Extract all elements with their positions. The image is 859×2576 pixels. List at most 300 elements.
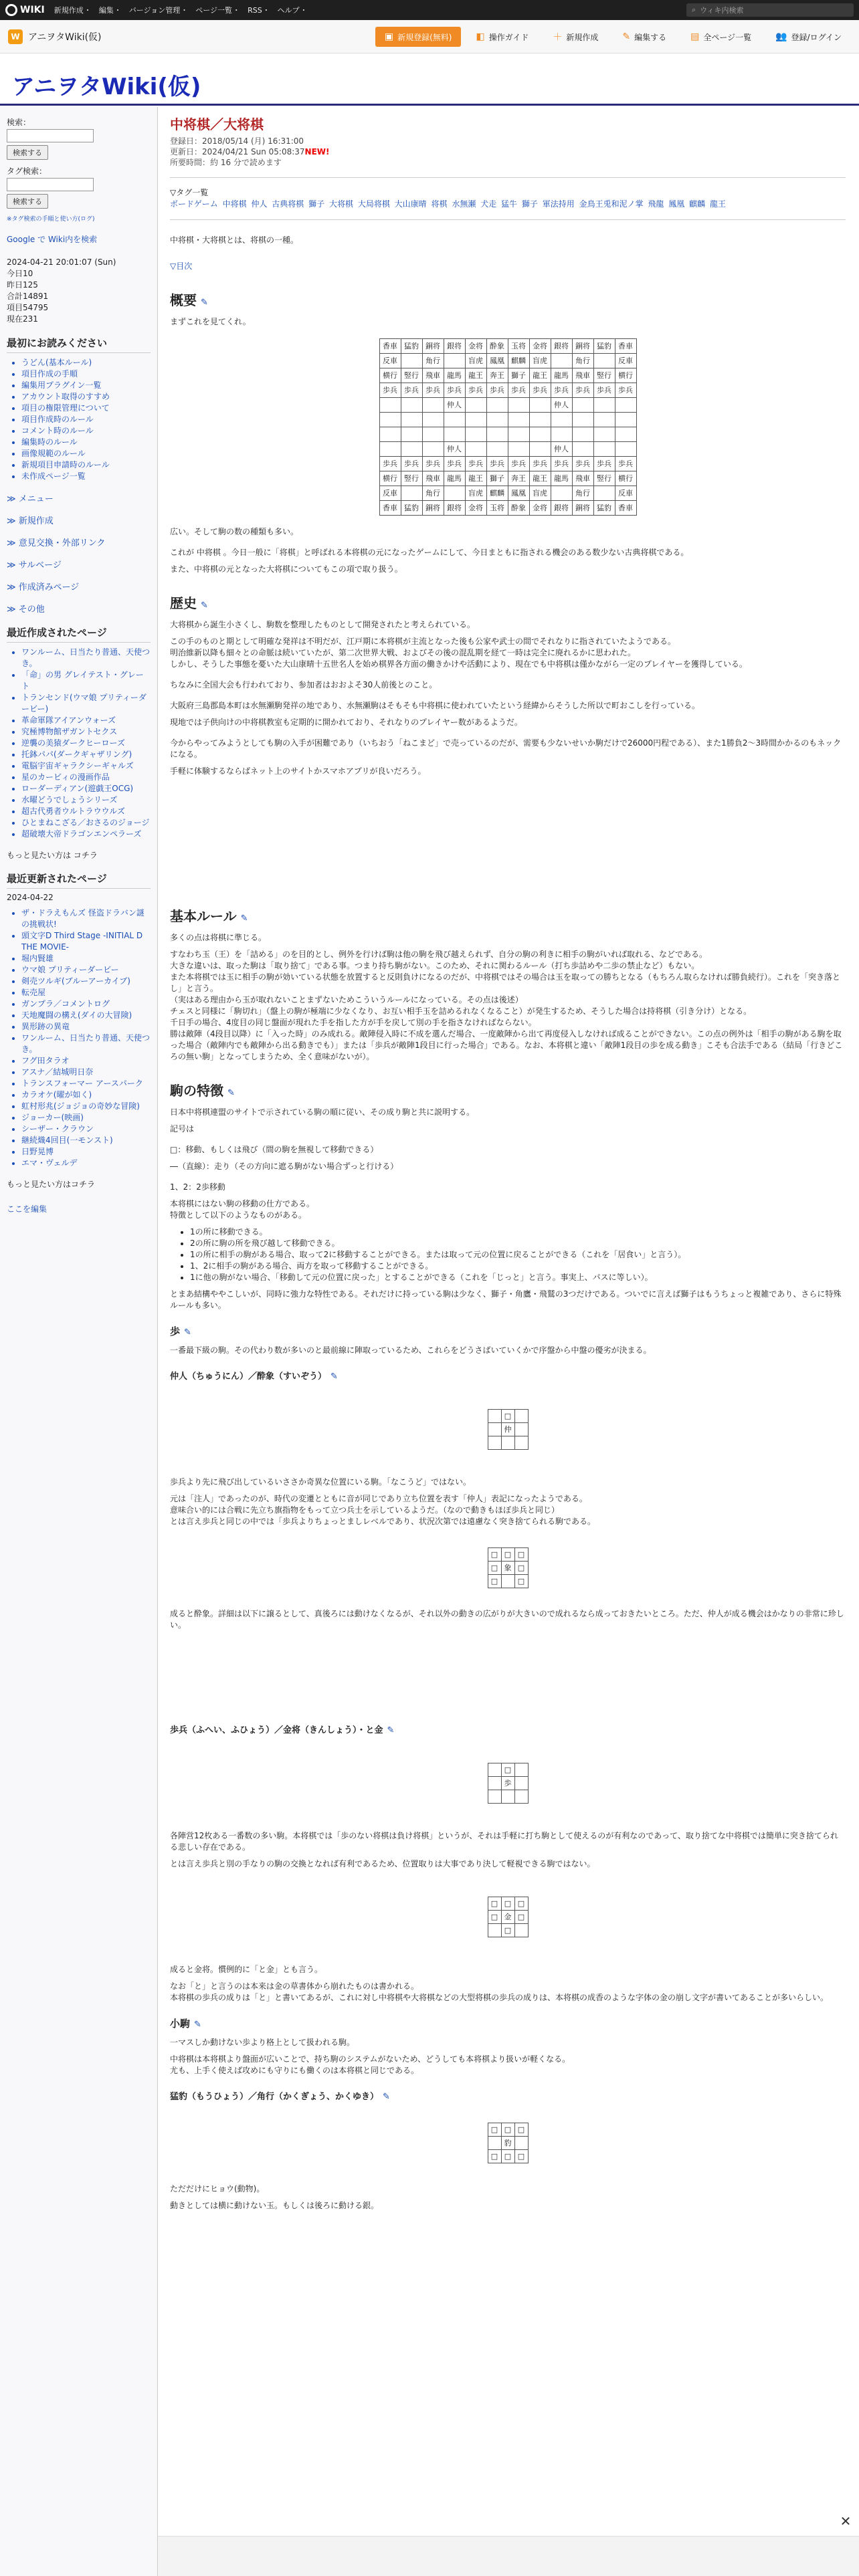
menu-version[interactable]: バージョン管理 ･ xyxy=(128,6,187,15)
board-cell: 歩兵 xyxy=(572,383,593,398)
list-item[interactable]: • ガンプラ／コメントログ xyxy=(21,998,151,1010)
paragraph: 大阪府三島郡島本町は水無瀬駒発祥の地であり、水無瀬駒はそもそも中将棋に使われていたという経緯からそうした所以で町おこしを行っている。 xyxy=(170,701,700,710)
section-heading: 歴史 ✎ xyxy=(170,595,208,611)
stat-today: 今日10 xyxy=(7,269,33,278)
board-cell xyxy=(615,442,636,457)
edit-section-icon[interactable]: ✎ xyxy=(330,1372,338,1382)
board-cell: 歩兵 xyxy=(593,383,615,398)
ad-bar xyxy=(158,2536,859,2576)
tag-link[interactable]: 龍王 xyxy=(709,199,726,209)
register-button[interactable]: ▣ 新規登録(無料) xyxy=(375,27,462,47)
list-item[interactable]: • 未作成ページ一覧 xyxy=(21,471,151,482)
board-cell: 金将 xyxy=(465,501,486,516)
board-cell: 香車 xyxy=(379,501,401,516)
board-cell xyxy=(551,486,572,501)
list-item[interactable]: • コメント時のルール xyxy=(21,425,151,437)
board-cell xyxy=(551,427,572,442)
paragraph: また本将棋では玉に相手の駒が効いている状態を放置すると反則負けになるのだが、中将棋ではその場合は玉を取っての勝ちとなる（もちろん取らなければ勝負続行）。これを「突き落とし」と言う。 xyxy=(170,972,841,993)
tag-link[interactable]: 大将棋 xyxy=(328,199,353,209)
list-item[interactable]: • 堀内賢雄 xyxy=(21,953,151,964)
board-cell xyxy=(572,398,593,413)
more-updated-link[interactable]: もっと見たい方はコチラ xyxy=(7,1180,96,1189)
paragraph: なお「と」と言うのは本来は金の草書体から崩れたものは書かれる。 xyxy=(170,1981,419,1991)
action-buttons xyxy=(375,27,851,47)
paragraph: 本将棋にはない駒の移動の仕方である。 xyxy=(170,1199,315,1208)
board-cell: 金将 xyxy=(465,339,486,354)
pencil-icon: ✎ xyxy=(622,31,631,42)
list-item[interactable]: • ウマ娘 プリティーダービー xyxy=(21,964,151,976)
section-heading: 概要 ✎ xyxy=(170,292,208,308)
board-row xyxy=(379,339,636,354)
list-item[interactable]: • 究極博物館ザガントセクス xyxy=(21,726,151,738)
tag-link[interactable]: 麒麟 xyxy=(689,199,706,209)
nav-menu[interactable]: ≫ メニュー xyxy=(7,492,151,504)
board-cell: 獅子 xyxy=(486,471,508,486)
recent-updated-date: 2024-04-22 xyxy=(7,893,54,902)
list-item[interactable]: • 托鉢パパ(ダークギャザリング) xyxy=(21,749,151,760)
board-cell xyxy=(486,427,508,442)
tag-link[interactable]: 鳳凰 xyxy=(668,199,685,209)
paragraph: 現地では子供向けの中将棋教室も定期的に開かれており、それなりのプレイヤー数があるようだ。 xyxy=(170,718,522,727)
menu-pages[interactable]: ページ一覧 ･ xyxy=(195,6,239,15)
logo-ring-icon xyxy=(5,4,17,16)
board-cell: 歩兵 xyxy=(572,457,593,471)
wiki-search-input[interactable]: ⌕ ウィキ内検索 xyxy=(686,3,854,17)
edit-section-icon[interactable]: ✎ xyxy=(201,298,208,308)
board-cell xyxy=(379,398,401,413)
board-cell xyxy=(401,354,422,368)
board-cell: 歩兵 xyxy=(508,457,529,471)
board-cell: 麒麟 xyxy=(508,354,529,368)
board-cell: 龍馬 xyxy=(444,368,465,383)
legend-line: □：移動、もしくは飛び（間の駒を無視して移動できる） xyxy=(170,1145,379,1154)
paragraph: 一マスしか動けない歩より格上として扱われる駒。 xyxy=(170,2038,355,2047)
board-cell xyxy=(615,413,636,427)
board-cell: 猛豹 xyxy=(401,501,422,516)
subsection-heading: 歩 ✎ xyxy=(170,1325,191,1337)
board-cell xyxy=(593,413,615,427)
list-item[interactable]: • ワンルーム、日当たり普通、天使つき。 xyxy=(21,1033,151,1055)
board-cell: 龍馬 xyxy=(444,471,465,486)
board-cell: 盲虎 xyxy=(465,486,486,501)
board-cell xyxy=(401,486,422,501)
board-cell xyxy=(486,442,508,457)
piece-move-diagram: □ 歩 xyxy=(488,1763,529,1804)
tag-link[interactable]: 獅子 xyxy=(521,199,538,209)
board-cell: 玉将 xyxy=(486,501,508,516)
wiki-logo[interactable]: WIKI xyxy=(5,4,45,16)
sidebar-search-input[interactable] xyxy=(7,129,94,142)
shogi-board xyxy=(379,338,637,516)
paragraph: 成ると金将。慣例的に「と金」とも言う。 xyxy=(170,1965,323,1974)
edit-section-icon[interactable]: ✎ xyxy=(184,1327,191,1337)
plus-icon: ＋ xyxy=(553,32,563,43)
current-date: 2024-04-21 20:01:07 (Sun) xyxy=(7,257,116,267)
board-cell: 角行 xyxy=(572,354,593,368)
board-row xyxy=(379,457,636,471)
board-row xyxy=(379,486,636,501)
tag-link[interactable]: ボードゲーム xyxy=(170,199,218,209)
list-item[interactable]: • ひとまねこざる／おさるのジョージ xyxy=(21,817,151,829)
tag-search-button[interactable]: 検索する xyxy=(7,194,48,209)
board-cell xyxy=(508,398,529,413)
list-item[interactable]: • 「命」の男 グレイテスト・グレート xyxy=(21,669,151,692)
board-cell xyxy=(593,442,615,457)
board-cell: 仲人 xyxy=(444,398,465,413)
nav-created[interactable]: ≫ 作成済みページ xyxy=(7,580,151,593)
list-item[interactable]: • 逆襲の美猿ダークヒーローズ xyxy=(21,738,151,749)
board-cell xyxy=(551,354,572,368)
board-cell: 鳳凰 xyxy=(486,354,508,368)
nav-links[interactable]: ≫ 意見交換・外部リンク xyxy=(7,536,151,548)
board-cell: 銅将 xyxy=(572,501,593,516)
board-cell xyxy=(422,398,444,413)
list-item: • 1の所に相手の駒がある場合、取って2に移動することができる。または取って元の位置に戻ることができる（これを「居食い」と言う）。 xyxy=(190,1249,846,1261)
edit-section-icon[interactable]: ✎ xyxy=(387,1725,395,1735)
list-item[interactable]: • エマ・ヴェルデ xyxy=(21,1158,151,1169)
section-heading: 基本ルール ✎ xyxy=(170,908,248,924)
list-item[interactable]: • 頭文字D Third Stage -INITIAL D THE MOVIE- xyxy=(21,930,151,953)
board-cell xyxy=(444,427,465,442)
list-item[interactable]: • トランセンド(ウマ娘 プリティーダービー) xyxy=(21,692,151,715)
board-cell: 獅子 xyxy=(508,368,529,383)
tag-link[interactable]: 水無瀬 xyxy=(452,199,476,209)
board-cell xyxy=(508,427,529,442)
board-cell xyxy=(465,413,486,427)
board-cell: 歩兵 xyxy=(486,457,508,471)
tag-search-hint[interactable]: ※タグ検索の手順と使い方(ログ) xyxy=(7,216,95,223)
board-cell: 猛豹 xyxy=(593,501,615,516)
recent-created-heading: 最近作成されたページ xyxy=(7,625,151,643)
list-item[interactable]: • 新規項目申請時のルール xyxy=(21,459,151,471)
read-first-heading: 最初にお読みください xyxy=(7,336,151,353)
board-cell: 歩兵 xyxy=(401,457,422,471)
feature-list xyxy=(170,1226,846,1283)
list-item[interactable]: • ザ・ドラえもんズ 怪盗ドラバン謎の挑戦状! xyxy=(21,907,151,930)
board-cell xyxy=(529,427,551,442)
board-cell: 猛豹 xyxy=(401,339,422,354)
board-cell: 仲人 xyxy=(551,442,572,457)
page-title: 中将棋／大将棋 xyxy=(170,116,264,132)
board-cell: 竪行 xyxy=(593,368,615,383)
tag-link[interactable]: 軍法持用 xyxy=(542,199,575,209)
paragraph: 動きとしては横に動けない玉。もしくは後ろに動ける銀。 xyxy=(170,2201,379,2210)
board-cell: 香車 xyxy=(615,339,636,354)
board-cell: 酔象 xyxy=(508,501,529,516)
google-search-link[interactable]: Google で Wiki内を検索 xyxy=(7,235,98,244)
more-recent-link[interactable]: もっと見たい方は コチラ xyxy=(7,851,98,860)
tag-link[interactable]: 飛龍 xyxy=(648,199,664,209)
board-cell xyxy=(508,413,529,427)
main-content xyxy=(170,107,846,2212)
list-item[interactable]: • 項目作成時のルール xyxy=(21,414,151,425)
paragraph: ただだけにヒョウ(動物)。 xyxy=(170,2184,265,2193)
board-cell xyxy=(615,427,636,442)
board-cell: 龍馬 xyxy=(551,368,572,383)
board-cell: 歩兵 xyxy=(422,383,444,398)
tags-label[interactable]: ▽タグ一覧 xyxy=(170,188,209,197)
paragraph: とは言え歩兵と同じの中では「歩兵よりちょっとましレベルであり、状況次第では遠慮なく突き捨てられる駒である。 xyxy=(170,1517,596,1526)
menu-rss[interactable]: RSS ･ xyxy=(248,6,268,15)
list-item[interactable]: • 天地魔闘の構え(ダイの大冒険) xyxy=(21,1010,151,1021)
subsection-heading: 仲人（ちゅうにん）／酔象（すいぞう） ✎ xyxy=(170,1372,338,1382)
divider xyxy=(170,177,846,178)
new-page-button[interactable]: ＋ 新規作成 xyxy=(543,27,607,47)
paragraph: 尤も、上手く使えば攻めにも守りにも働くのは本将棋と同じである。 xyxy=(170,2066,419,2075)
edit-section-icon[interactable]: ✎ xyxy=(201,601,208,611)
tag-link[interactable]: 獅子 xyxy=(308,199,325,209)
recent-created-list xyxy=(7,647,151,840)
site-brand[interactable]: W アニヲタWiki(仮) xyxy=(8,29,102,44)
edit-section-icon[interactable]: ✎ xyxy=(240,914,248,924)
board-cell: 横行 xyxy=(615,368,636,383)
board-cell xyxy=(529,398,551,413)
paragraph: 成ると酔象。詳細は以下に譲るとして、真後ろには動けなくなるが、それ以外の動きの広がりが大きいので成れるなら成っておきたいところ。ただ、仲人が成る機会はかなりの非常に珍しい。 xyxy=(170,1609,844,1630)
piece-move-diagram: □ □ □ □ 象 □ □ □ xyxy=(488,1547,529,1588)
toc-toggle[interactable]: ▽目次 xyxy=(170,261,193,271)
paragraph: この手のものと期として明確な発祥は不明だが、江戸期に本将棋が主流となった後も公家や武士の間でそれなりに指されていたようである。 xyxy=(170,637,676,646)
piece-label: 象 xyxy=(501,1562,514,1575)
board-row xyxy=(379,368,636,383)
page-meta xyxy=(170,136,846,168)
subsection-heading: 猛豹（もうひょう）／角行（かくぎょう、かくゆき） ✎ xyxy=(170,2092,390,2102)
new-badge: NEW! xyxy=(304,147,330,156)
list-item[interactable]: • 剣売ツルギ(ブルーアーカイブ) xyxy=(21,976,151,987)
board-cell: 歩兵 xyxy=(529,383,551,398)
tag-link[interactable]: 金鳥王兎和泥ノ掌 xyxy=(579,199,644,209)
paragraph: 今からやってみようとしても駒の入手が困難であり（いちおう「ねこまど」で売っているのだが、需要も少ないせいか駒だけで26000円程である）、また1勝負2〜3時間かかるのもネックになる。 xyxy=(170,738,842,759)
board-cell: 歩兵 xyxy=(593,457,615,471)
all-pages-button[interactable]: ▤ 全ページ一覧 xyxy=(690,31,752,42)
board-cell: 歩兵 xyxy=(422,457,444,471)
board-cell: 銅将 xyxy=(422,501,444,516)
paragraph: まずこれを見てくれ。 xyxy=(170,317,251,326)
list-item[interactable]: • うどん(基本ルール) xyxy=(21,357,151,368)
board-cell xyxy=(572,427,593,442)
board-cell: 反車 xyxy=(379,486,401,501)
board-cell: 奔王 xyxy=(508,471,529,486)
paragraph: 歩兵より先に飛び出しているいささか奇異な位置にいる駒。「なこうど」ではない。 xyxy=(170,1477,472,1487)
paragraph: チェスと同様に「駒切れ」（盤上の駒が極端に少なくなり、お互い相手玉を詰めるれなくなること）が発生するため、そうした場合は持将棋（引き分け）となる。 xyxy=(170,1006,752,1016)
tag-link[interactable]: 中将棋 xyxy=(222,199,247,209)
paragraph: 広い。そして駒の数の種類も多い。 xyxy=(170,527,299,536)
paragraph: とは言え歩兵と別の手なりの駒の交換となれば有利であるため、位置取りは大事であり決して軽視できる駒ではない。 xyxy=(170,1859,595,1868)
list-item[interactable]: • 超古代勇者ウルトラウウルズ xyxy=(21,806,151,817)
nav-new[interactable]: ≫ 新規作成 xyxy=(7,514,151,526)
board-cell: 香車 xyxy=(379,339,401,354)
stat-items: 項目54795 xyxy=(7,303,49,312)
list-item[interactable]: • アスナ／結城明日奈 xyxy=(21,1067,151,1078)
paragraph: また、中将棋の元となった大将棋についてもこの項で取り扱う。 xyxy=(170,564,403,574)
board-cell xyxy=(422,413,444,427)
tag-link[interactable]: 大局将棋 xyxy=(357,199,390,209)
list-item[interactable]: • 革命軍隊アイアンウォーズ xyxy=(21,715,151,726)
user-plus-icon: ▣ xyxy=(384,31,394,42)
updated-date: 更新日：2024/04/21 Sun 05:08:37NEW! xyxy=(170,147,330,156)
tags-row xyxy=(170,199,846,210)
paragraph: 元は「注人」であったのが、時代の変遷とともに音が同じであり立ち位置を表す「仲人」表記になったようである。 xyxy=(170,1494,587,1503)
board-cell: 金将 xyxy=(529,339,551,354)
board-cell xyxy=(401,413,422,427)
board-cell: 飛車 xyxy=(572,368,593,383)
tag-link[interactable]: 猛牛 xyxy=(501,199,518,209)
paragraph: 明治維新以降も細々との命脈は続いていたが、第二次世界大戦、およびその後の混乱期を経て一時は完全に廃れるかに思われた。 xyxy=(170,648,636,657)
board-cell: 横行 xyxy=(379,368,401,383)
guide-button[interactable]: ◧ 操作ガイド xyxy=(476,31,529,42)
top-navbar xyxy=(0,0,859,20)
edit-sidebar-link[interactable]: ここを編集 xyxy=(7,1204,47,1214)
board-cell: 竪行 xyxy=(401,368,422,383)
paragraph: 千日手の場合、4度目の同じ盤面が現れた手を指した方が手を戻して別の手を指さなければならない。 xyxy=(170,1018,537,1027)
list-item: • 1の所に移動できる。 xyxy=(190,1226,846,1238)
counter xyxy=(7,257,151,325)
board-cell xyxy=(572,442,593,457)
edit-section-icon[interactable]: ✎ xyxy=(194,2020,201,2030)
list-item[interactable]: • ワンルーム、日当たり普通、天使つき。 xyxy=(21,647,151,669)
board-cell xyxy=(465,398,486,413)
board-cell: 歩兵 xyxy=(465,383,486,398)
search-label: 検索： xyxy=(7,118,31,127)
list-item[interactable]: • シーザー・クラウン xyxy=(21,1123,151,1135)
paragraph: 一番最下級の駒。その代わり数が多いのと最前線に陣取っているため、これらをどうさばいていくかで序盤から中盤の優劣が決まる。 xyxy=(170,1346,652,1355)
piece-move-diagram: □ □ □ □ 金 □ □ xyxy=(488,1897,529,1937)
list-item[interactable]: • 編集時のルール xyxy=(21,437,151,448)
board-cell xyxy=(529,413,551,427)
board-cell: 龍王 xyxy=(529,471,551,486)
list-item: • 2の所に駒の所を飛び越して移動できる。 xyxy=(190,1238,846,1249)
list-item[interactable]: • 継続熾4回目(一モンスト) xyxy=(21,1135,151,1146)
search-icon: ⌕ xyxy=(692,5,696,14)
list-item[interactable]: • 編集用プラグイン一覧 xyxy=(21,380,151,391)
board-row xyxy=(379,501,636,516)
guide-icon: ◧ xyxy=(476,31,485,42)
list-item[interactable]: • トランスフォーマー アースパーク xyxy=(21,1078,151,1089)
board-cell xyxy=(444,354,465,368)
nav-other[interactable]: ≫ その他 xyxy=(7,602,151,615)
section-heading: 駒の特徴 ✎ xyxy=(170,1083,235,1099)
board-cell xyxy=(401,427,422,442)
list-item[interactable]: • 項目の権限管理について xyxy=(21,403,151,414)
board-cell: 龍馬 xyxy=(551,471,572,486)
board-cell xyxy=(508,442,529,457)
menu-help[interactable]: ヘルプ ･ xyxy=(277,6,306,15)
login-button[interactable]: 👥 登録/ログイン xyxy=(775,31,842,42)
menu-new[interactable]: 新規作成 ･ xyxy=(54,6,90,15)
tag-list xyxy=(170,187,846,210)
menu-edit[interactable]: 編集 ･ xyxy=(98,6,120,15)
board-cell: 歩兵 xyxy=(615,383,636,398)
list-item[interactable]: • 日野晃博 xyxy=(21,1146,151,1158)
tag-link[interactable]: 将棋 xyxy=(431,199,448,209)
board-cell: 歩兵 xyxy=(486,383,508,398)
paragraph: 大きな違いは、取った駒は「取り捨て」である事。つまり持ち駒がない。このため、それに関わるルール（打ち歩詰めや二歩の禁止など）もない。 xyxy=(170,961,700,970)
list-item[interactable]: • 異形跡の異竜 xyxy=(21,1021,151,1033)
board-cell: 盲虎 xyxy=(529,354,551,368)
login-icon: 👥 xyxy=(775,31,787,42)
list-item[interactable]: • 虹村形兆(ジョジョの奇妙な冒険) xyxy=(21,1101,151,1112)
board-cell: 盲虎 xyxy=(529,486,551,501)
tag-search-input[interactable] xyxy=(7,178,94,191)
paragraph: 手軽に体験するならばネット上のサイトかスマホアプリが良いだろう。 xyxy=(170,766,426,776)
board-cell: 歩兵 xyxy=(508,383,529,398)
board-cell: 銀将 xyxy=(551,339,572,354)
board-cell: 銀将 xyxy=(551,501,572,516)
site-badge-icon: W xyxy=(8,29,23,44)
board-cell xyxy=(486,413,508,427)
tag-link[interactable]: 犬走 xyxy=(480,199,497,209)
tag-link[interactable]: 仲人 xyxy=(251,199,268,209)
board-cell: 横行 xyxy=(615,471,636,486)
piece-label: 金 xyxy=(501,1911,514,1924)
stat-online: 現在231 xyxy=(7,314,38,324)
paragraph: 1、2：2歩移動 xyxy=(170,1182,225,1192)
board-cell: 竪行 xyxy=(593,471,615,486)
intro-text: 中将棋・大将棋とは、将棋の一種。 xyxy=(170,235,299,245)
sidebar-search-button[interactable]: 検索する xyxy=(7,145,48,160)
list-item: • 1、2に相手の駒がある場合、両方を取って移動することができる。 xyxy=(190,1261,846,1272)
board-cell xyxy=(444,486,465,501)
board-row xyxy=(379,427,636,442)
board-cell: 龍王 xyxy=(465,368,486,383)
close-icon[interactable]: ✕ xyxy=(840,2513,852,2529)
tag-link[interactable]: 古典将棋 xyxy=(272,199,304,209)
list-item[interactable]: • 画像規範のルール xyxy=(21,448,151,459)
board-cell xyxy=(529,442,551,457)
piece-label: 仲 xyxy=(501,1423,514,1436)
board-cell: 猛豹 xyxy=(593,339,615,354)
board-cell xyxy=(379,427,401,442)
list-item[interactable]: • 電脳宇宙ギャラクシーギャルズ xyxy=(21,760,151,772)
registered-date: 登録日：2018/05/14 (月) 16:31:00 xyxy=(170,136,304,146)
edit-section-icon[interactable]: ✎ xyxy=(227,1088,235,1098)
board-cell: 玉将 xyxy=(508,339,529,354)
nav-salvage[interactable]: ≫ サルベージ xyxy=(7,558,151,570)
recent-updated-list xyxy=(7,907,151,1169)
site-header xyxy=(0,53,859,106)
board-cell: 仲人 xyxy=(551,398,572,413)
site-title[interactable]: アニヲタWiki(仮) xyxy=(12,74,201,100)
list-item[interactable]: • カラオケ(曜が如く) xyxy=(21,1089,151,1101)
subsection-heading: 小駒 ✎ xyxy=(170,2018,201,2030)
list-item[interactable]: • ローダーディアン(遊戯王OCG) xyxy=(21,783,151,794)
board-row xyxy=(379,354,636,368)
board-cell: 龍王 xyxy=(529,368,551,383)
edit-section-icon[interactable]: ✎ xyxy=(383,2092,390,2102)
list-item[interactable]: • 超破壊大帝ドラゴンエンペラーズ xyxy=(21,829,151,840)
paragraph: 意味合い的には合戦に先立ち旗指物をもって立つ兵士を示しているようだ。（なので動きもほぼ歩兵と同じ） xyxy=(170,1505,560,1515)
board-cell: 歩兵 xyxy=(444,457,465,471)
board-cell: 銀将 xyxy=(444,501,465,516)
list-item[interactable]: • 転売屋 xyxy=(21,987,151,998)
board-cell xyxy=(422,442,444,457)
list-item[interactable]: • フグ田タラオ xyxy=(21,1055,151,1067)
tag-link[interactable]: 大山康晴 xyxy=(394,199,427,209)
paragraph: （実はある理由から玉が取れないことまずないためこういうルールになっている。その点は後述） xyxy=(170,995,523,1004)
list-item[interactable]: • 水曜どうでしょうシリーズ xyxy=(21,794,151,806)
list-item[interactable]: • アカウント取得のすすめ xyxy=(21,391,151,403)
board-row xyxy=(379,398,636,413)
paragraph: 勝は敵陣（4段目以降）に「入った時」のみ成れる。敵陣侵入時に不成を選んだ場合、一度敵陣から出て再度侵入しなければ成ることができない。この点の例外は「相手の駒がある駒を取った場合（敵陣内でも敵陣から出る動きでも）」または「歩兵が敵陣1段目に行った場合」である。なお、本将棋と違い「敵陣1段目の歩を成る動き」こそも合法手である（結局「行きどころの無い駒」となってしまうため、全く意味がないが）。 xyxy=(170,1029,843,1061)
board-cell xyxy=(593,398,615,413)
list-item[interactable]: • ジョーカー(映画) xyxy=(21,1112,151,1123)
board-cell xyxy=(593,486,615,501)
board-cell: 横行 xyxy=(379,471,401,486)
list-item[interactable]: • 星のカービィの漫画作品 xyxy=(21,772,151,783)
board-cell: 奔王 xyxy=(486,368,508,383)
edit-button[interactable]: ✎ 編集する xyxy=(622,31,667,42)
list-item[interactable]: • 項目作成の手順 xyxy=(21,368,151,380)
board-cell: 歩兵 xyxy=(379,383,401,398)
